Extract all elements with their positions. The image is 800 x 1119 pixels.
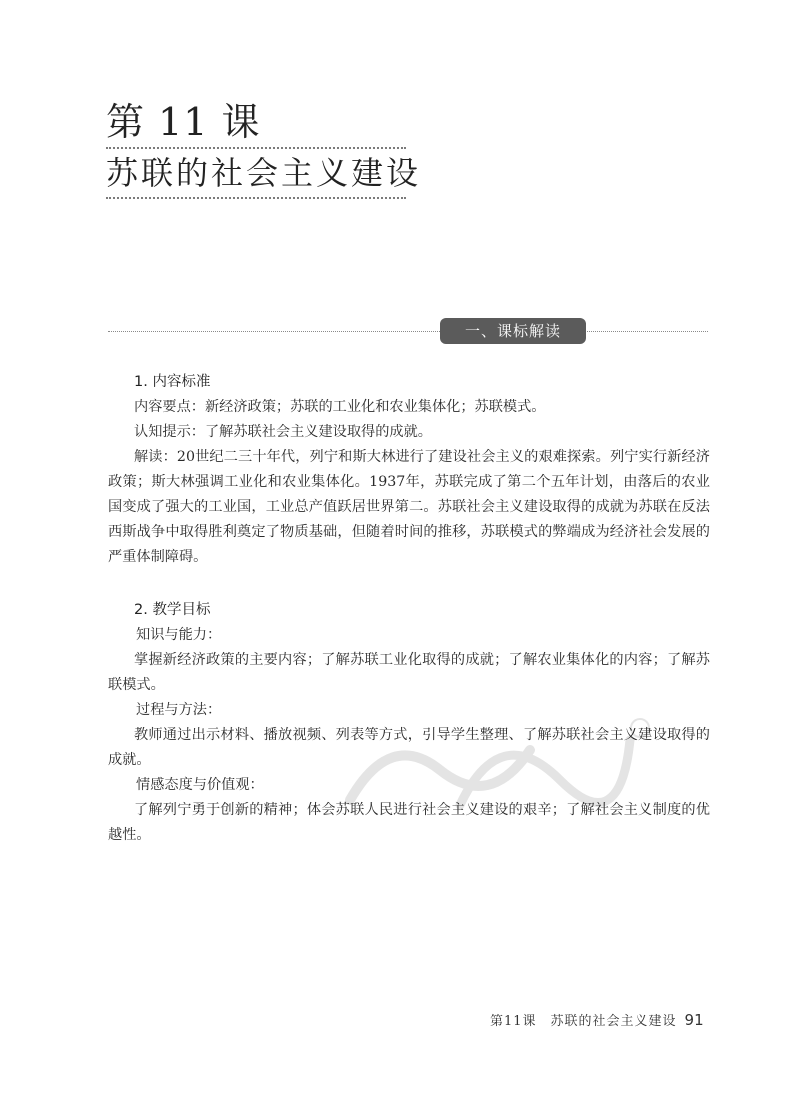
- content-standard-heading: 1. 内容标准: [134, 374, 211, 390]
- cognitive-tip: 认知提示：了解苏联社会主义建设取得的成就。: [134, 424, 432, 440]
- section-divider: [108, 318, 708, 346]
- page-number: 91: [684, 1011, 704, 1029]
- emotion-label: 情感态度与价值观：: [136, 777, 264, 793]
- teaching-goals-heading: 2. 教学目标: [134, 602, 211, 618]
- section-heading: 一、课标解读: [440, 318, 586, 344]
- lesson-number: 第 11 课: [106, 100, 406, 149]
- knowledge-label: 知识与能力：: [136, 627, 222, 643]
- lesson-title: 苏联的社会主义建设: [106, 151, 406, 199]
- interpretation-paragraph: 解读：20世纪二三十年代，列宁和斯大林进行了建设社会主义的艰难探索。列宁实行新经济政策；斯大林强调工业化和农业集体化。1937年，苏联完成了第二个五年计划，由落后的农业国变成了强大的工业国，工业总产值跃居世界第二。苏联社会主义建设取得的成就为苏联在反法西斯战争中取得胜利奠定了物质基础，但随着时间的推移，苏联模式的弊端成为经济社会发展的严重体制障碍。: [108, 449, 710, 565]
- page-footer: [490, 1010, 715, 1029]
- spacer: [108, 570, 710, 598]
- process-label: 过程与方法：: [136, 702, 222, 718]
- knowledge-text: 掌握新经济政策的主要内容；了解苏联工业化取得的成就；了解农业集体化的内容；了解苏联模式。: [108, 652, 710, 693]
- dotted-rule: [108, 331, 708, 332]
- chapter-header: [106, 100, 422, 199]
- emotion-text: 了解列宁勇于创新的精神；体会苏联人民进行社会主义建设的艰辛；了解社会主义制度的优越性。: [108, 802, 710, 843]
- running-title: 第11课 苏联的社会主义建设: [490, 1014, 677, 1029]
- process-text: 教师通过出示材料、播放视频、列表等方式，引导学生整理、了解苏联社会主义建设取得的成就。: [108, 727, 710, 768]
- main-content: [108, 370, 710, 848]
- content-points: 内容要点：新经济政策；苏联的工业化和农业集体化；苏联模式。: [134, 399, 546, 415]
